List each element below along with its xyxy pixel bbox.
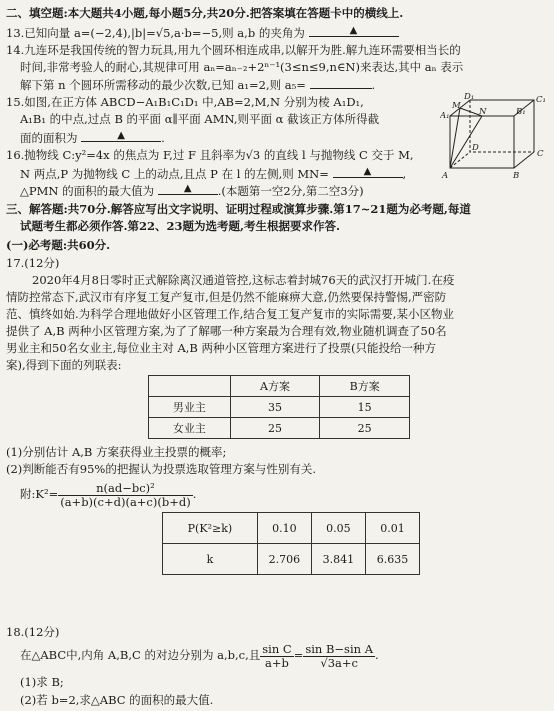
q17-para-line1: 2020年4月8日零时正式解除离汉通道管控,这标志着封城76天的武汉打开城门.在疫 xyxy=(32,273,455,287)
table-header-cell: A方案 xyxy=(230,376,320,397)
table-cell: 0.10 xyxy=(257,513,311,544)
q17-sub1: (1)分别估计 A,B 方案获得业主投票的概率; xyxy=(6,445,227,459)
q16-line1: 16.抛物线 C:y²=4x 的焦点为 F,过 F 且斜率为√3 的直线 l 与抛物线 C 交于 M, xyxy=(6,148,414,162)
q15-line3: 面的面积为 ▲ . xyxy=(20,130,165,145)
table-row xyxy=(163,544,420,575)
table-header-row xyxy=(149,376,410,397)
table-cell: 0.01 xyxy=(365,513,419,544)
table-cell: 女业主 xyxy=(149,418,231,439)
table-cell: P(K²≥k) xyxy=(163,513,258,544)
blank-marker-icon: ▲ xyxy=(349,25,358,36)
label-a: A xyxy=(442,171,449,181)
q14-line1: 14.九连环是我国传统的智力玩具,用九个圆环相连成串,以解开为胜.解九连环需要相当长的 xyxy=(6,43,461,57)
table-row xyxy=(163,513,420,544)
q17-para-line3: 范、慎终如始.为科学合理地做好小区管理工作,结合复工复产复市的实际需要,某小区物业 xyxy=(6,307,454,321)
label-m: M xyxy=(452,101,461,111)
blank-marker-icon: ▲ xyxy=(363,166,372,177)
section3-heading-line1: 三、解答题:共70分.解答应写出文字说明、证明过程或演算步骤.第17~21题为必考题,每道 xyxy=(6,202,471,216)
q15-line1: 15.如图,在正方体 ABCD−A₁B₁C₁D₁ 中,AB=2,M,N 分别为棱 A₁D₁, xyxy=(6,95,364,109)
table-row xyxy=(149,418,410,439)
q15-line2: A₁B₁ 的中点,过点 B 的平面 α∥平面 AMN,则平面 α 截该正方体所得截 xyxy=(20,112,380,126)
table-cell: 2.706 xyxy=(257,544,311,575)
contingency-table xyxy=(148,375,410,439)
critical-value-table xyxy=(162,512,420,575)
table-row xyxy=(149,397,410,418)
q13-text: 13.已知向量 a=(−2,4),|b|=√5,a·b=−5,则 a,b 的夹角为 ▲ xyxy=(6,25,399,40)
blank-marker-icon: ▲ xyxy=(183,183,192,194)
label-b: B xyxy=(513,171,520,181)
q18-sub2: (2)若 b=2,求△ABC 的面积的最大值. xyxy=(20,693,214,707)
q17-number: 17.(12分) xyxy=(6,256,60,270)
k2-fraction: $\frac{\text{n(ad−bc)²}}{(a+b)(c+d)(a+c)(b+d)}$ xyxy=(60,480,191,509)
table-cell: k xyxy=(163,544,258,575)
q18-sub1: (1)求 B; xyxy=(20,675,64,689)
table-cell: 男业主 xyxy=(149,397,231,418)
label-a1: A₁ xyxy=(440,111,450,121)
q17-sub2: (2)判断能否有95%的把握认为投票选取管理方案与性别有关. xyxy=(6,462,317,476)
section3-heading-line2: 试题考生都必须作答.第22、23题为选考题,考生根据要求作答. xyxy=(20,219,341,233)
q16-answer-blank-1[interactable] xyxy=(333,166,403,178)
cube-figure xyxy=(440,92,550,184)
q16-line2: N 两点,P 为抛物线 C 上的动点,且点 P 在 l 的左侧,则 MN= ▲ , xyxy=(20,166,407,181)
q18-stem: 在△ABC中,内角 A,B,C 的对边分别为 a,b,c,且 $\frac{\text{sin C}}{a+b}$ = $\frac{\text{sin B−sin A}}{√3a+c}$ . xyxy=(20,641,379,670)
table-cell: 15 xyxy=(320,397,410,418)
q16-answer-blank-2[interactable] xyxy=(158,183,218,195)
q17-para-line5: 男业主和50名女业主,每位业主对 A,B 两种小区管理方案进行了投票(只能投给一种方 xyxy=(6,341,436,355)
label-d1: D₁ xyxy=(464,92,475,102)
section2-heading: 二、填空题:本大题共4小题,每小题5分,共20分.把答案填在答题卡中的横线上. xyxy=(6,6,404,20)
blank-marker-icon: ▲ xyxy=(117,130,126,141)
q13-answer-blank[interactable] xyxy=(309,25,399,37)
q17-para-line6: 案),得到下面的列联表: xyxy=(6,358,122,372)
table-cell: 25 xyxy=(320,418,410,439)
q15-answer-blank[interactable] xyxy=(81,130,161,142)
table-cell: 0.05 xyxy=(311,513,365,544)
q18-fraction-right: $\frac{\text{sin B−sin A}}{√3a+c}$ xyxy=(305,641,374,670)
label-n: N xyxy=(479,107,487,117)
q16-line3: △PMN 的面积的最大值为 ▲ .(本题第一空2分,第二空3分) xyxy=(20,183,364,198)
table-cell: 35 xyxy=(230,397,320,418)
required-section-label: (一)必考题:共60分. xyxy=(6,238,111,252)
table-cell: 3.841 xyxy=(311,544,365,575)
table-cell: 6.635 xyxy=(365,544,419,575)
table-header-cell xyxy=(149,376,231,397)
q18-number: 18.(12分) xyxy=(6,625,60,639)
q14-answer-blank[interactable] xyxy=(310,77,372,89)
q14-line2: 时间,非常考验人的耐心,其规律可用 aₙ=aₙ₋₂+2ⁿ⁻¹(3≤n≤9,n∈N)来表达,其中 aₙ 表示 xyxy=(20,60,464,74)
k2-formula: 附:K²= $\frac{\text{n(ad−bc)²}}{(a+b)(c+d)(a+c)(b+d)}$ . xyxy=(20,480,197,509)
label-c: C xyxy=(537,149,544,159)
label-b1: B₁ xyxy=(516,107,526,117)
table-header-cell: B方案 xyxy=(320,376,410,397)
q18-fraction-left: $\frac{\text{sin C}}{a+b}$ xyxy=(262,641,292,670)
q14-line3: 解下第 n 个圆环所需移动的最少次数,已知 a₁=2,则 a₅= . xyxy=(20,78,376,92)
q17-para-line2: 情防控常态下,武汉市有序复工复产复市,但是仍然不能麻痹大意,仍然要保持警惕,严密防 xyxy=(6,290,447,304)
table-cell: 25 xyxy=(230,418,320,439)
label-c1: C₁ xyxy=(536,95,546,105)
label-d: D xyxy=(472,143,479,153)
q17-para-line4: 提供了 A,B 两种小区管理方案,为了了解哪一种方案最为合理有效,物业随机调查了50名 xyxy=(6,324,447,338)
